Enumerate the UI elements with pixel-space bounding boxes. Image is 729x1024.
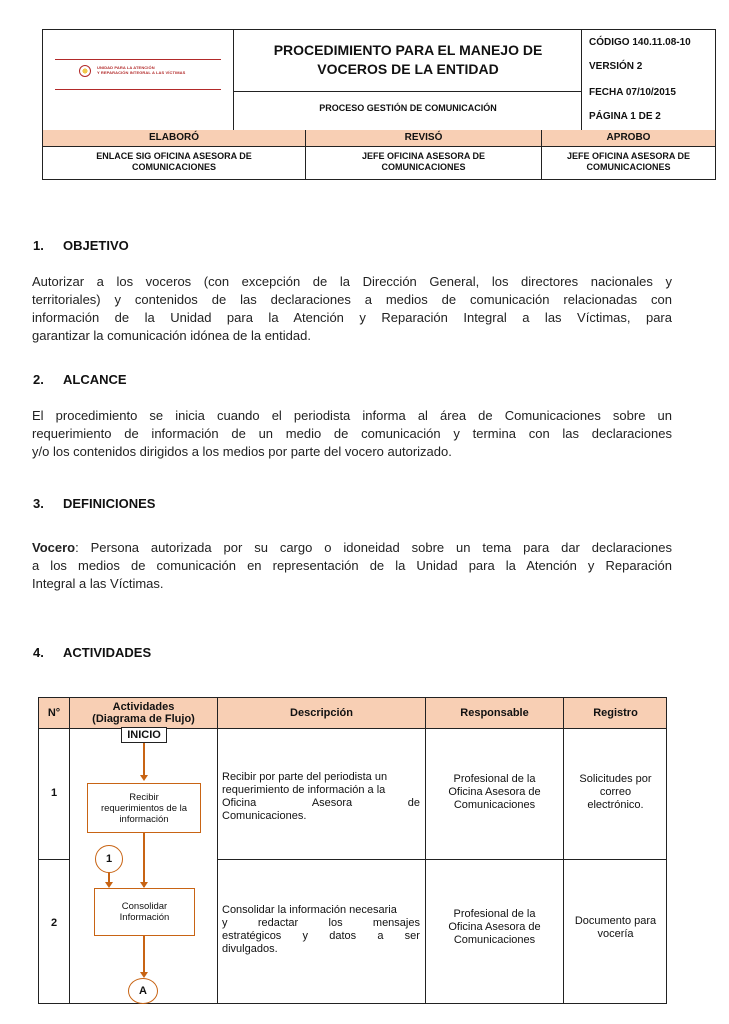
flow-connector-a: A	[128, 978, 158, 1004]
column-header-activities: Actividades (Diagrama de Flujo)	[92, 701, 195, 725]
row-2-number: 2	[50, 917, 58, 929]
row-2-description: Consolidar la información necesaria y redactar los mensajes estratégicos y datos a ser divulgados.	[222, 904, 420, 955]
section-heading-actividades: 4. ACTIVIDADES	[33, 645, 152, 660]
flow-start-inicio: INICIO	[121, 727, 167, 743]
aprobo-header: APROBO	[542, 130, 715, 146]
document-title: PROCEDIMIENTO PARA EL MANEJO DE VOCEROS DE LA ENTIDAD	[273, 42, 543, 77]
elaboro-header: ELABORÓ	[43, 130, 305, 146]
coat-of-arms-icon	[79, 65, 91, 77]
flow-connector-1: 1	[95, 845, 123, 873]
document-version: VERSIÓN 2	[589, 61, 643, 72]
row-1-responsible: Profesional de la Oficina Asesora de Comunicaciones	[448, 773, 541, 811]
flow-step-consolidate-information: Consolidar Información	[94, 888, 195, 936]
section-heading-objetivo: 1. OBJETIVO	[33, 238, 129, 253]
row-2-responsible: Profesional de la Oficina Asesora de Comunicaciones	[448, 908, 541, 946]
column-header-record: Registro	[593, 707, 638, 719]
page-indicator: PÁGINA 1 DE 2	[589, 111, 661, 122]
section-text-definiciones: Vocero: Persona autorizada por su cargo o idoneidad sobre un tema para dar declaraciones a los medios de comunicación en representación de la Unidad para la Atención y Reparación Integral a las Víctimas.	[32, 540, 672, 591]
document-header-table	[42, 29, 716, 180]
reviso-header: REVISÓ	[306, 130, 541, 146]
row-1-number: 1	[50, 787, 58, 799]
section-heading-definiciones: 3. DEFINICIONES	[33, 496, 156, 511]
logo-text: UNIDAD PARA LA ATENCIÓN Y REPARACIÓN INTEGRAL A LAS VÍCTIMAS	[97, 65, 186, 75]
aprobo-value: JEFE OFICINA ASESORA DE COMUNICACIONES	[566, 151, 691, 172]
reviso-value: JEFE OFICINA ASESORA DE COMUNICACIONES	[361, 151, 486, 172]
entity-logo	[43, 30, 233, 129]
section-text-alcance: El procedimiento se inicia cuando el periodista informa al área de Comunicaciones sobre un requerimiento de información de un medio de comunicación y termina con las declaraciones y/o los contenidos dirigidos a los medios por parte del vocero autorizado.	[32, 408, 672, 459]
process-name: PROCESO GESTIÓN DE COMUNICACIÓN	[319, 103, 497, 113]
document-code: CÓDIGO 140.11.08-10	[589, 37, 691, 48]
elaboro-value: ENLACE SIG OFICINA ASESORA DE COMUNICACIONES	[96, 151, 252, 172]
row-2-record: Documento para vocería	[574, 915, 657, 940]
section-text-objetivo: Autorizar a los voceros (con excepción de la Dirección General, los directores nacionales y territoriales) y contenidos de las declaraciones a medios de comunicación relacionadas con información de la Unidad para la Atención y Reparación Integral a las Víctimas, para garantizar la comunicación idónea de la entidad.	[32, 274, 672, 343]
activities-table	[38, 697, 667, 1004]
flow-step-receive-requirements: Recibir requerimientos de la información	[87, 783, 201, 833]
section-heading-alcance: 2. ALCANCE	[33, 372, 127, 387]
document-date: FECHA 07/10/2015	[589, 87, 676, 98]
term-vocero: Vocero	[32, 540, 76, 555]
row-1-description: Recibir por parte del periodista un requerimiento de información a la Oficina Asesora de Comunicaciones.	[222, 771, 420, 822]
column-header-number: N°	[47, 707, 61, 719]
row-1-record: Solicitudes por correo electrónico.	[579, 773, 652, 811]
column-header-description: Descripción	[290, 707, 353, 719]
column-header-responsible: Responsable	[460, 707, 529, 719]
